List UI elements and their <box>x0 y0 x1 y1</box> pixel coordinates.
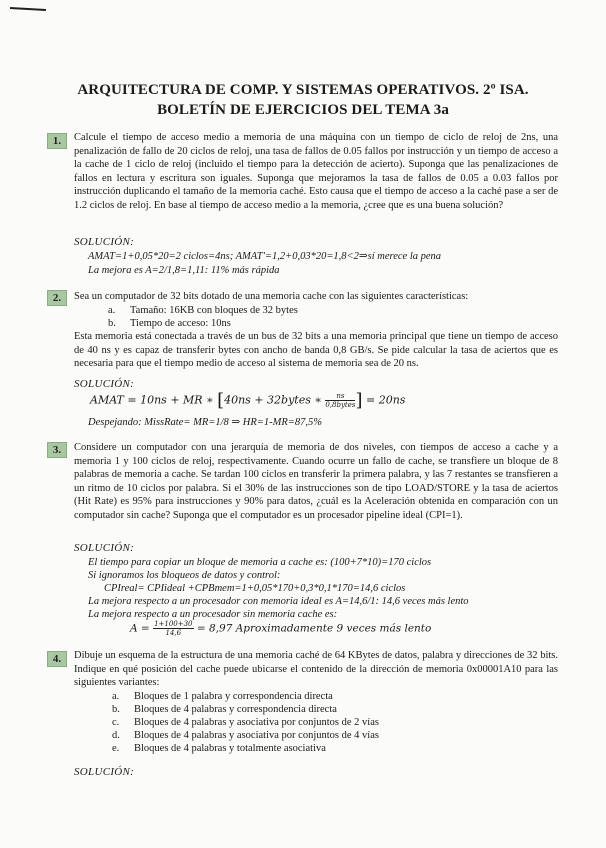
exercise-1-solution-heading: SOLUCIÓN: <box>74 236 135 248</box>
fraction-denominator: 0,8bytes <box>325 401 356 409</box>
fraction-numerator: 1+100+30 <box>154 620 193 628</box>
exercise-2-solution-line-2: Despejando: MissRate= MR=1/8 ⇒ HR=1-MR=87,5% <box>88 417 322 428</box>
item-label: a. <box>108 305 116 316</box>
scan-mark <box>10 7 46 11</box>
item-text: Bloques de 4 palabras y asociativa por conjuntos de 2 vías <box>134 717 379 728</box>
fraction-denominator: 14,6 <box>165 629 182 637</box>
item-text: Tamaño: 16KB con bloques de 32 bytes <box>130 305 298 316</box>
formula-left: AMAT = 10ns + MR ∗ <box>90 393 214 407</box>
exercise-4-solution-heading: SOLUCIÓN: <box>74 766 135 778</box>
exercise-3-text: Considere un computador con una jerarquía de memoria de dos niveles, con tiempos de acceso a cache y a memoria 1 y 100 ciclos de reloj, respectivamente. Cuando ocurre un fallo de cache, se transfiere un bloque de 8 palabras de memoria a cache. Se tardan 100 ciclos en transferir la primera palabra, y las 7 restantes se transfieren a un ritmo de 10 ciclos por palabra. Si el 30% de las instrucciones son de tipo LOAD/STORE y la tasa de aciertos (Hit Rate) es 95% para instrucciones y 90% para datos, ¿cuál es la Aceleración obtenida en comparación con un computador sin cache? Suponga que el computador es un procesador pipeline ideal (CPI=1). <box>74 442 558 521</box>
item-text: Bloques de 4 palabras y totalmente asociativa <box>134 743 326 754</box>
exercise-3-solution-line-1: El tiempo para copiar un bloque de memoria a cache es: (100+7*10)=170 ciclos <box>88 557 432 568</box>
exercise-2-text: Esta memoria está conectada a través de un bus de 32 bits a una memoria principal que tiene un tiempo de acceso de 40 ns y es capaz de transferir bytes con ancho de banda 0,8 GB/s. Se pide calcular la tasa de aciertos que es necesaria para que el tiempo medio de acceso al sistema de memoria sea de 20 ns. <box>74 331 558 369</box>
exercise-number-4: 4. <box>47 651 67 667</box>
bracket-close: ] <box>355 390 363 411</box>
exercise-2-formula <box>90 390 405 411</box>
formula-a: A = <box>130 622 150 635</box>
title-line-1: ARQUITECTURA DE COMP. Y SISTEMAS OPERATIVOS. 2º ISA. <box>77 82 529 98</box>
item-label: a. <box>112 691 120 702</box>
exercise-4-item-d <box>112 729 379 742</box>
exercise-3-solution-line-2: Si ignoramos los bloqueos de datos y control: <box>88 570 281 581</box>
formula-fraction <box>325 392 355 409</box>
item-text: Bloques de 4 palabras y asociativa por conjuntos de 4 vías <box>134 730 379 741</box>
title-line-2: BOLETÍN DE EJERCICIOS DEL TEMA 3a <box>157 102 449 118</box>
bracket-open: [ <box>217 390 225 411</box>
fraction-numerator: ns <box>325 392 355 401</box>
exercise-3-solution-heading: SOLUCIÓN: <box>74 542 135 554</box>
exercise-1-text: Calcule el tiempo de acceso medio a memoria de una máquina con un tiempo de ciclo de reloj de 2ns, una penalización de fallo de 20 ciclos de reloj, una tasa de fallos de 0.05 fallos por instrucción y un tiempo de acceso a la cache de 1 ciclo de reloj (incluido el tiempo para la detección de acierto). Suponga que las penalizaciones de fallos en lectura y escritura son iguales. Suponga que mejoramos la tasa de fallos de 0.05 a 0.03 fallos por instrucción duplicando el tamaño de la memoria caché. Esto causa que el tiempo de acceso a la caché pase a ser de 1.2 ciclos de reloj. En base al tiempo de acceso medio a la memoria, ¿cree que es una buena solución? <box>74 132 558 211</box>
item-text: Bloques de 1 palabra y correspondencia directa <box>134 691 333 702</box>
exercise-3-formula <box>130 620 431 637</box>
exercise-3-solution-line-3: CPIreal= CPIideal +CPBmem=1+0,05*170+0,3*0,1*170=14,6 ciclos <box>104 583 406 594</box>
item-text: Tiempo de acceso: 10ns <box>130 318 231 329</box>
exercise-4-item-a <box>112 690 333 703</box>
exercise-1-solution-line-2: La mejora es A=2/1,8=1,11: 11% más rápida <box>88 265 280 276</box>
formula-b: = 8,97 Aproximadamente 9 veces más lento <box>196 622 432 635</box>
item-label: b. <box>112 704 120 715</box>
item-text: Bloques de 4 palabras y correspondencia directa <box>134 704 337 715</box>
item-label: b. <box>108 318 116 329</box>
exercise-2-item-b <box>108 317 231 330</box>
exercise-number-3: 3. <box>47 442 67 458</box>
exercise-3-solution-line-4: La mejora respecto a un procesador con memoria ideal es A=14,6/1: 14,6 veces más lento <box>88 596 469 607</box>
exercise-4-item-c <box>112 716 379 729</box>
formula-right: = 20ns <box>366 393 406 407</box>
exercise-4-item-b <box>112 703 337 716</box>
exercise-number-1: 1. <box>47 133 67 149</box>
exercise-number-2: 2. <box>47 290 67 306</box>
exercise-4-text: Dibuje un esquema de la estructura de una memoria caché de 64 KBytes de datos, palabra y direcciones de 32 bits. Indique en qué posición del cache puede ubicarse el contenido de la dirección de memoria 0x00001A10 para las siguientes variantes: <box>74 650 558 688</box>
exercise-2-solution-heading: SOLUCIÓN: <box>74 378 135 390</box>
item-label: d. <box>112 730 120 741</box>
exercise-2-item-a <box>108 304 298 317</box>
exercise-2-intro: Sea un computador de 32 bits dotado de una memoria cache con las siguientes características: <box>74 291 469 302</box>
formula-inner: 40ns + 32bytes ∗ <box>224 393 322 407</box>
formula-fraction <box>153 620 193 637</box>
item-label: e. <box>112 743 120 754</box>
exercise-4-item-e <box>112 742 326 755</box>
item-label: c. <box>112 717 120 728</box>
exercise-1-solution-line-1: AMAT=1+0,05*20=2 ciclos=4ns; AMAT'=1,2+0,03*20=1,8<2⇒sí merece la pena <box>88 251 442 262</box>
exercise-3-solution-line-5: La mejora respecto a un procesador sin memoria cache es: <box>88 609 338 620</box>
